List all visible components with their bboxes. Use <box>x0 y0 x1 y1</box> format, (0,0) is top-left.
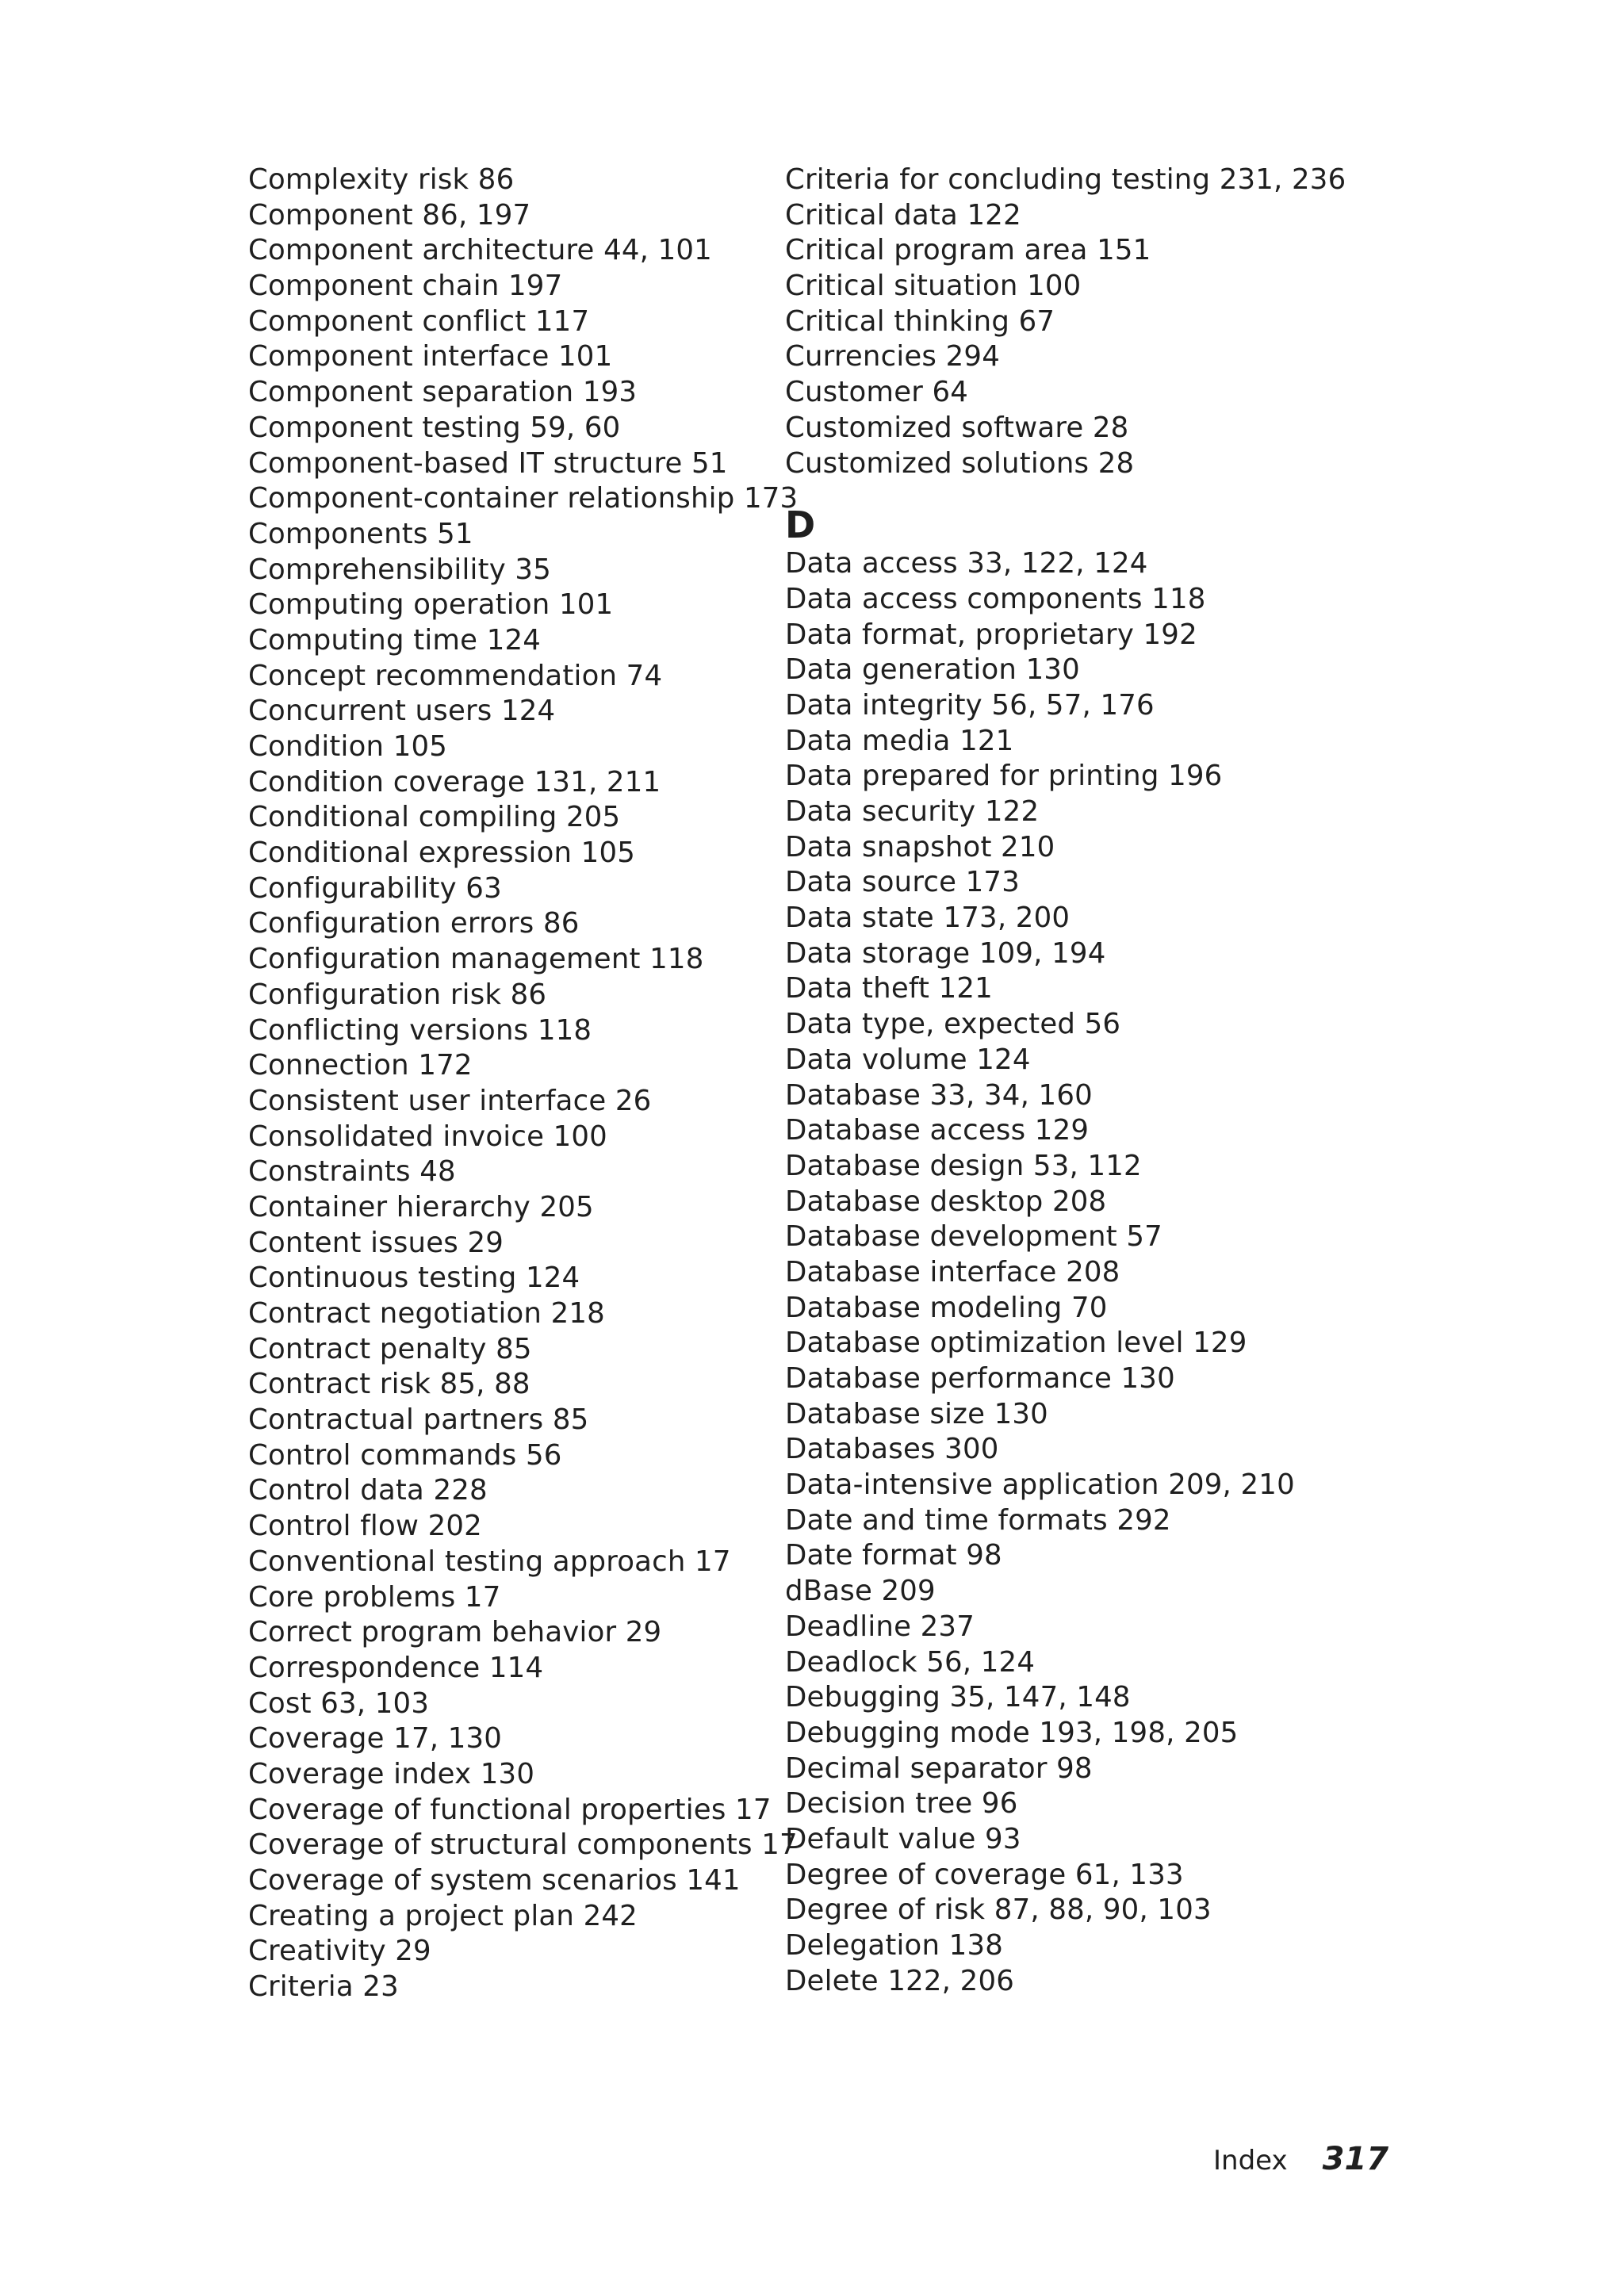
index-entry: Control commands 56 <box>248 1438 562 1472</box>
index-entry: Container hierarchy 205 <box>248 1190 594 1223</box>
index-entry: Data integrity 56, 57, 176 <box>785 688 1155 722</box>
index-entry: Criteria for concluding testing 231, 236 <box>785 163 1346 196</box>
index-entry: Component-container relationship 173 <box>248 482 799 515</box>
index-entry: Computing time 124 <box>248 623 542 657</box>
index-entry: Component testing 59, 60 <box>248 411 621 444</box>
running-footer-label: Index <box>1213 2145 1288 2177</box>
index-entry: Component interface 101 <box>248 340 613 373</box>
index-entry: Critical situation 100 <box>785 270 1082 303</box>
index-entry: Configurability 63 <box>248 871 502 905</box>
index-entry: Cost 63, 103 <box>248 1687 430 1720</box>
index-entry: Debugging 35, 147, 148 <box>785 1681 1131 1714</box>
index-entry: Configuration management 118 <box>248 943 704 976</box>
index-entry: Creativity 29 <box>248 1935 431 1968</box>
index-entry: Condition coverage 131, 211 <box>248 765 661 798</box>
index-entry: Concept recommendation 74 <box>248 659 663 692</box>
index-entry: Database interface 208 <box>785 1255 1120 1288</box>
index-entry: dBase 209 <box>785 1575 936 1608</box>
index-entry: Data prepared for printing 196 <box>785 760 1223 793</box>
index-entry: Conventional testing approach 17 <box>248 1545 731 1578</box>
index-entry: Component 86, 197 <box>248 198 531 232</box>
index-entry: Consistent user interface 26 <box>248 1084 652 1117</box>
index-entry: Decision tree 96 <box>785 1787 1018 1821</box>
index-entry: Component separation 193 <box>248 376 638 409</box>
index-entry: Decimal separator 98 <box>785 1752 1093 1785</box>
index-entries-d <box>785 546 1388 1999</box>
index-entry: Coverage of structural components 17 <box>248 1828 798 1862</box>
index-entry: Correct program behavior 29 <box>248 1616 662 1649</box>
index-entry: Components 51 <box>248 517 473 550</box>
index-entry: Delegation 138 <box>785 1929 1004 1962</box>
index-entry: Database size 130 <box>785 1397 1048 1430</box>
index-entry: Core problems 17 <box>248 1580 501 1614</box>
index-entry: Data theft 121 <box>785 972 993 1005</box>
index-entry: Contract negotiation 218 <box>248 1297 605 1330</box>
index-entry: Database desktop 208 <box>785 1185 1107 1218</box>
index-entry: Continuous testing 124 <box>248 1262 580 1295</box>
index-entry: Conditional expression 105 <box>248 837 636 870</box>
index-entry: Data state 173, 200 <box>785 902 1071 935</box>
index-entry: Component chain 197 <box>248 270 563 303</box>
index-entry: Criteria 23 <box>248 1970 399 2004</box>
index-entry: Configuration errors 86 <box>248 907 580 940</box>
index-entry: Data storage 109, 194 <box>785 936 1106 970</box>
index-entry: Configuration risk 86 <box>248 978 547 1011</box>
index-entry: Default value 93 <box>785 1822 1021 1855</box>
index-entry: Deadline 237 <box>785 1610 975 1643</box>
index-entry: Creating a project plan 242 <box>248 1899 638 1932</box>
page-number: 317 <box>1322 2141 1389 2177</box>
index-entry: Comprehensibility 35 <box>248 553 551 586</box>
index-entry: Critical thinking 67 <box>785 304 1055 338</box>
index-entry: Conflicting versions 118 <box>248 1013 592 1047</box>
index-entry: Critical program area 151 <box>785 234 1151 267</box>
index-entry: Coverage of system scenarios 141 <box>248 1864 741 1897</box>
index-entry: Date and time formats 292 <box>785 1503 1171 1537</box>
index-entry: Data access components 118 <box>785 582 1206 615</box>
index-entry: Component-based IT structure 51 <box>248 446 728 480</box>
index-entry: Complexity risk 86 <box>248 163 515 196</box>
index-entry: Control flow 202 <box>248 1510 482 1543</box>
index-entry: Condition 105 <box>248 730 448 763</box>
index-entry: Data source 173 <box>785 866 1020 899</box>
index-entry: Content issues 29 <box>248 1226 504 1259</box>
index-entry: Critical data 122 <box>785 198 1021 232</box>
index-entry: Currencies 294 <box>785 340 1000 373</box>
index-column-left <box>248 163 799 2005</box>
index-entry: Coverage 17, 130 <box>248 1722 503 1756</box>
index-entry: Data type, expected 56 <box>785 1008 1121 1041</box>
index-entry: Data security 122 <box>785 795 1040 828</box>
index-entry: Database 33, 34, 160 <box>785 1078 1093 1112</box>
index-entry: Data-intensive application 209, 210 <box>785 1468 1295 1502</box>
index-entry: Data snapshot 210 <box>785 830 1055 863</box>
page-footer <box>1213 2141 1388 2181</box>
index-entry: Data media 121 <box>785 724 1014 757</box>
index-entry: Deadlock 56, 124 <box>785 1645 1036 1679</box>
index-entry: Database access 129 <box>785 1114 1090 1147</box>
index-entry: Computing operation 101 <box>248 588 614 622</box>
index-entry: Component architecture 44, 101 <box>248 234 712 267</box>
index-entry: Customized solutions 28 <box>785 446 1135 480</box>
index-entry: Degree of risk 87, 88, 90, 103 <box>785 1893 1212 1927</box>
index-entry: Correspondence 114 <box>248 1651 544 1684</box>
index-entry: Database development 57 <box>785 1220 1162 1254</box>
index-entry: Database design 53, 112 <box>785 1149 1142 1182</box>
index-entry: Contract penalty 85 <box>248 1332 532 1365</box>
index-column-right <box>785 163 1388 1999</box>
index-entry: Control data 228 <box>248 1474 488 1507</box>
index-entry: Contract risk 85, 88 <box>248 1368 530 1401</box>
index-entry: Databases 300 <box>785 1433 999 1466</box>
index-entry: Database modeling 70 <box>785 1291 1108 1324</box>
index-entry: Delete 122, 206 <box>785 1964 1015 1997</box>
index-entry: Data format, proprietary 192 <box>785 618 1197 651</box>
section-letter-heading: D <box>785 503 816 547</box>
index-entry: Coverage index 130 <box>248 1757 535 1790</box>
index-entry: Concurrent users 124 <box>248 695 556 728</box>
index-entry: Connection 172 <box>248 1049 473 1082</box>
index-entry: Database performance 130 <box>785 1362 1175 1395</box>
index-entry: Component conflict 117 <box>248 304 590 338</box>
index-entry: Degree of coverage 61, 133 <box>785 1858 1184 1891</box>
index-entry: Conditional compiling 205 <box>248 801 621 834</box>
index-entry: Consolidated invoice 100 <box>248 1120 607 1153</box>
index-entries-c <box>785 163 1388 481</box>
index-entry: Customized software 28 <box>785 411 1129 444</box>
index-entry: Database optimization level 129 <box>785 1327 1247 1360</box>
index-entry: Contractual partners 85 <box>248 1403 589 1437</box>
index-entry: Constraints 48 <box>248 1155 456 1189</box>
index-entry: Data generation 130 <box>785 653 1080 687</box>
index-entry: Coverage of functional properties 17 <box>248 1793 772 1826</box>
index-entry: Date format 98 <box>785 1539 1002 1572</box>
index-entry: Debugging mode 193, 198, 205 <box>785 1716 1239 1749</box>
index-entry: Data access 33, 122, 124 <box>785 547 1148 580</box>
index-entry: Data volume 124 <box>785 1043 1031 1076</box>
index-entry: Customer 64 <box>785 376 969 409</box>
